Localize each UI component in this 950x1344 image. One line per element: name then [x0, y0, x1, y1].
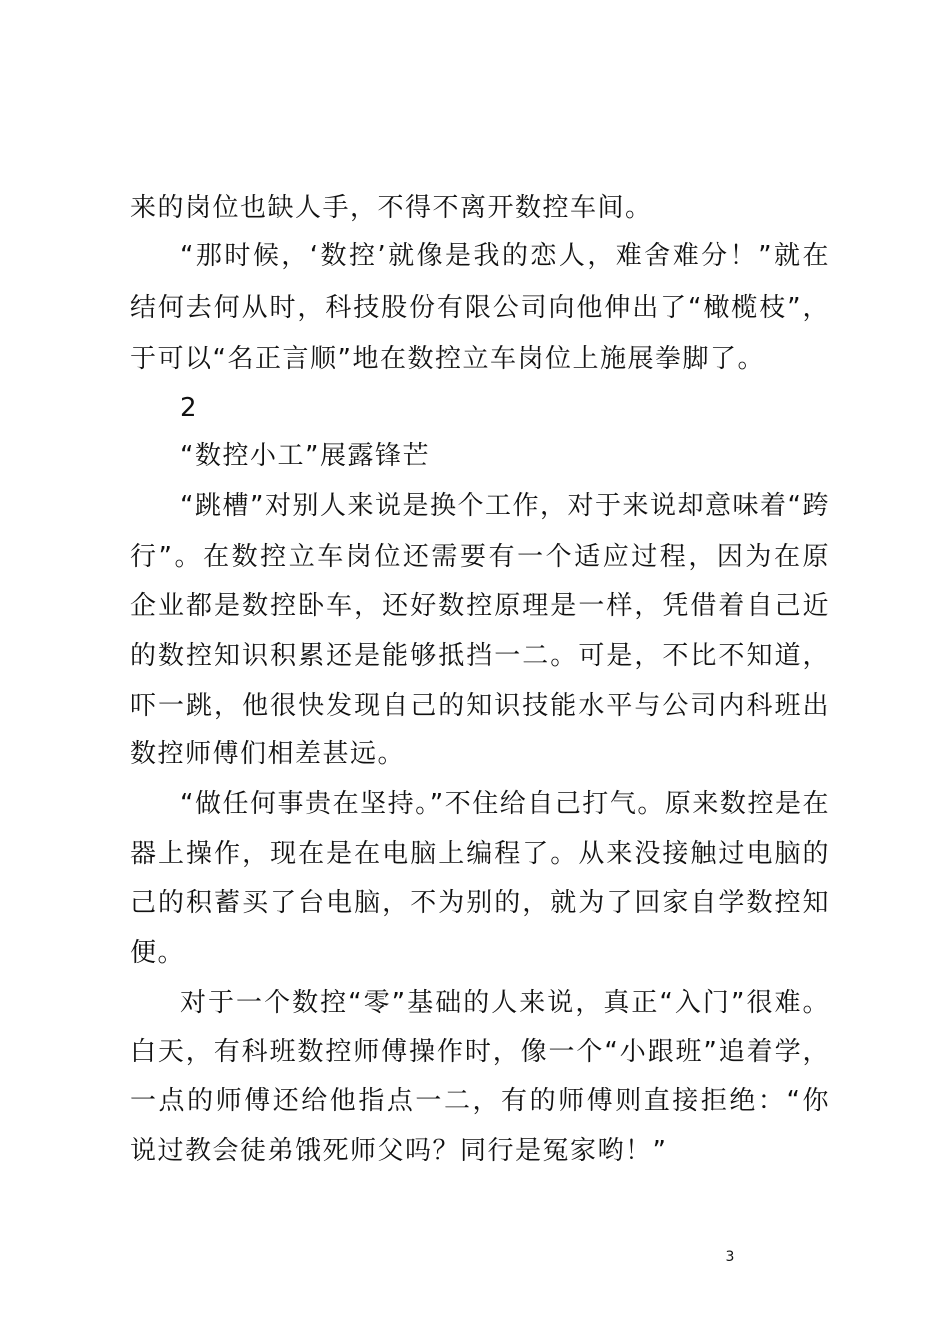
paragraph-5-line-2: 白天，有科班数控师傅操作时，像一个“小跟班”追着学， — [130, 1037, 830, 1067]
paragraph-4-line-4: 便。 — [130, 938, 186, 968]
paragraph-3-line-2: 行”。在数控立车岗位还需要有一个适应过程，因为在原 — [130, 542, 830, 572]
paragraph-3-line-4: 的数控知识积累还是能够抵挡一二。可是，不比不知道， — [130, 641, 830, 671]
page-number — [0, 1248, 740, 1266]
page-number-text: 3 — [725, 1249, 735, 1265]
section-number: 2 — [180, 393, 197, 423]
paragraph-5-line-3: 一点的师傅还给他指点一二，有的师傅则直接拒绝：“你 — [130, 1086, 830, 1116]
paragraph-1-line-1: 来的岗位也缺人手，不得不离开数控车间。 — [130, 193, 653, 223]
paragraph-4-line-3: 己的积蓄买了台电脑，不为别的，就为了回家自学数控知 — [130, 888, 830, 918]
paragraph-2-line-2: 结何去何从时，科技股份有限公司向他伸出了“橄榄枝”， — [130, 293, 830, 323]
paragraph-2-line-1: “那时候，‘数控’就像是我的恋人，难舍难分！”就在 — [180, 241, 830, 271]
paragraph-3-line-3: 企业都是数控卧车，还好数控原理是一样，凭借着自己近 — [130, 591, 830, 621]
paragraph-4-line-1: “做任何事贵在坚持。”不住给自己打气。原来数控是在 — [180, 789, 830, 819]
paragraph-3-line-1: “跳槽”对别人来说是换个工作，对于来说却意味着“跨 — [180, 491, 830, 521]
section-heading: “数控小工”展露锋芒 — [180, 441, 430, 471]
paragraph-5-line-1: 对于一个数控“零”基础的人来说，真正“入门”很难。 — [180, 988, 830, 1018]
paragraph-4-line-2: 器上操作，现在是在电脑上编程了。从来没接触过电脑的 — [130, 839, 830, 869]
paragraph-3-line-5: 吓一跳，他很快发现自己的知识技能水平与公司内科班出 — [130, 691, 830, 721]
paragraph-5-line-4: 说过教会徒弟饿死师父吗？同行是冤家哟！” — [130, 1136, 668, 1166]
paragraph-3-line-6: 数控师傅们相差甚远。 — [130, 739, 406, 769]
paragraph-2-line-3: 于可以“名正言顺”地在数控立车岗位上施展拳脚了。 — [130, 344, 765, 374]
